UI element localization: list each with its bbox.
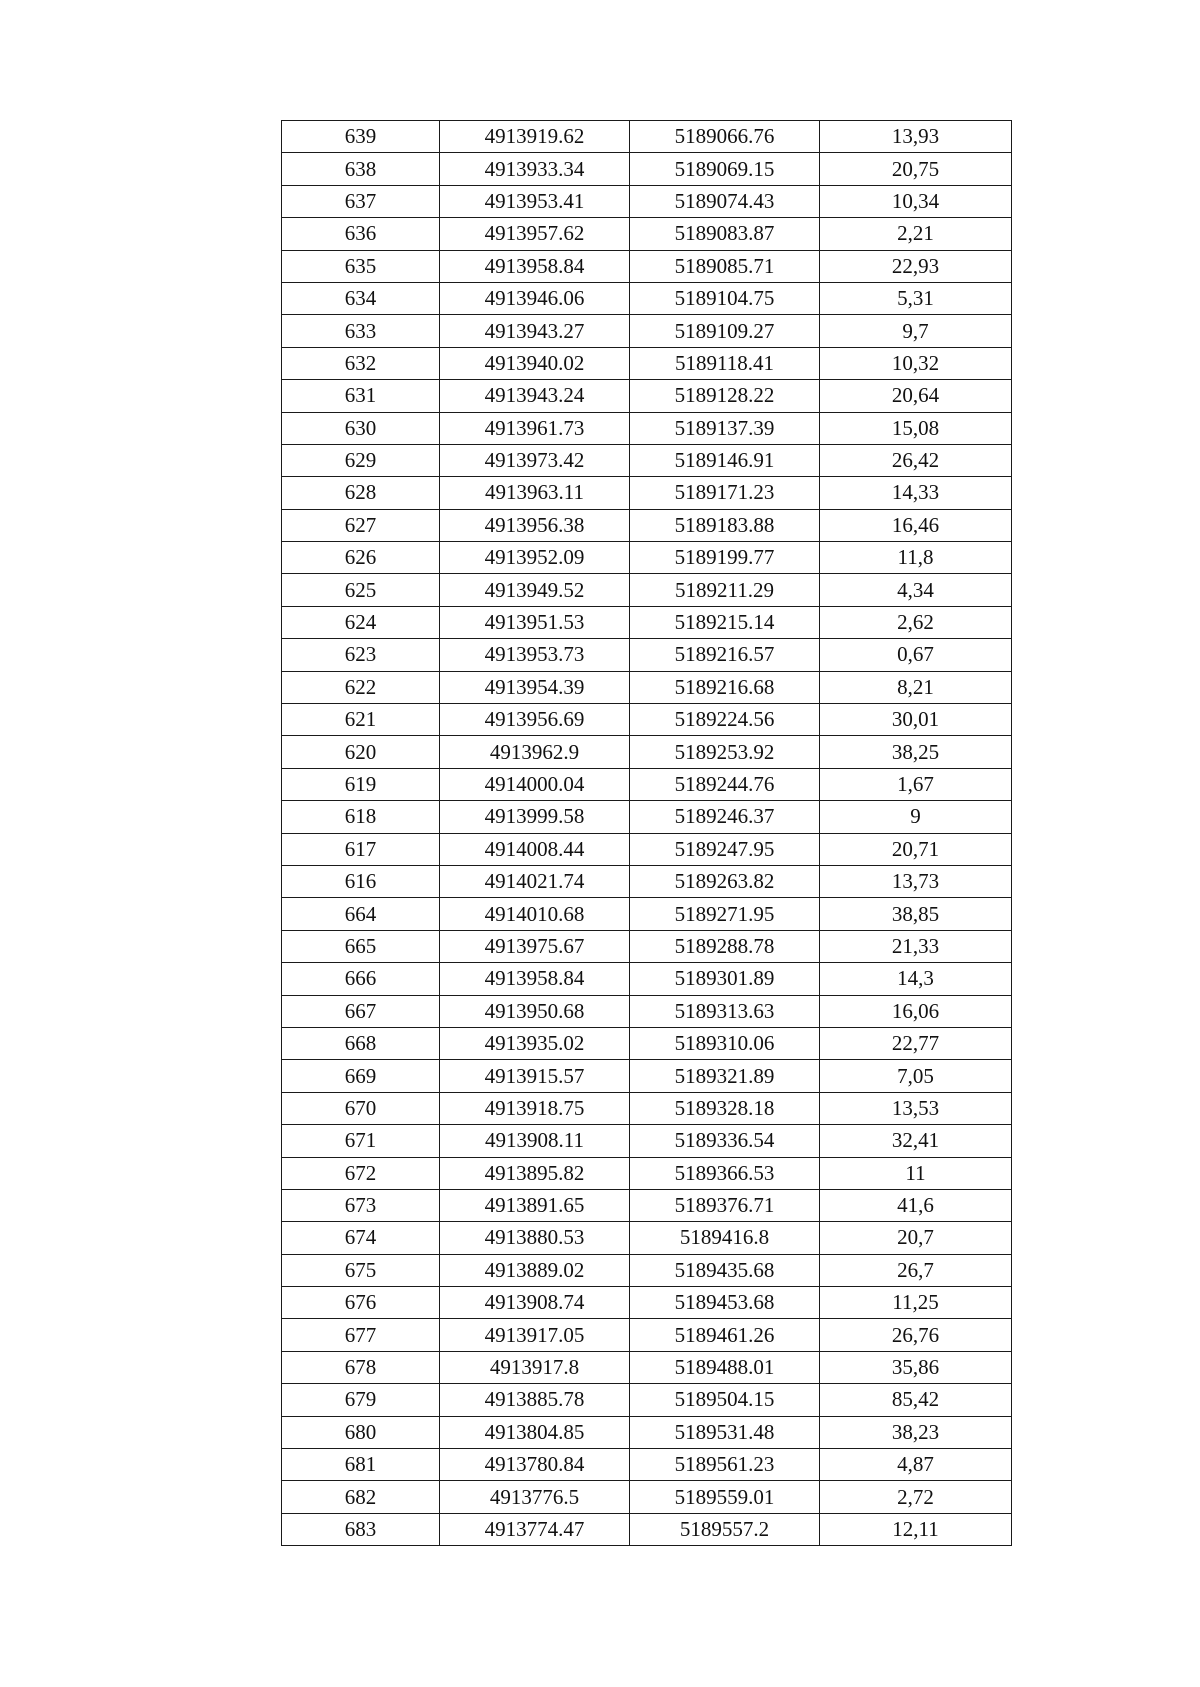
- table-row: [282, 963, 1012, 995]
- distance-cell: 41,6: [820, 1189, 1012, 1221]
- y-coordinate-cell: 5189366.53: [630, 1157, 820, 1189]
- y-coordinate-cell: 5189416.8: [630, 1222, 820, 1254]
- y-coordinate-cell: 5189118.41: [630, 347, 820, 379]
- distance-cell: 20,7: [820, 1222, 1012, 1254]
- x-coordinate-cell: 4913908.11: [440, 1125, 630, 1157]
- point-number-cell: 632: [282, 347, 440, 379]
- distance-cell: 21,33: [820, 930, 1012, 962]
- distance-cell: 14,33: [820, 477, 1012, 509]
- distance-cell: 13,73: [820, 865, 1012, 897]
- point-number-cell: 668: [282, 1027, 440, 1059]
- point-number-cell: 629: [282, 444, 440, 476]
- table-row: [282, 218, 1012, 250]
- y-coordinate-cell: 5189376.71: [630, 1189, 820, 1221]
- x-coordinate-cell: 4914008.44: [440, 833, 630, 865]
- y-coordinate-cell: 5189328.18: [630, 1092, 820, 1124]
- x-coordinate-cell: 4913889.02: [440, 1254, 630, 1286]
- x-coordinate-cell: 4913973.42: [440, 444, 630, 476]
- coordinates-table: [281, 120, 1012, 1546]
- x-coordinate-cell: 4913895.82: [440, 1157, 630, 1189]
- distance-cell: 10,34: [820, 185, 1012, 217]
- table-row: [282, 1449, 1012, 1481]
- table-row: [282, 347, 1012, 379]
- x-coordinate-cell: 4913962.9: [440, 736, 630, 768]
- distance-cell: 13,53: [820, 1092, 1012, 1124]
- point-number-cell: 618: [282, 801, 440, 833]
- y-coordinate-cell: 5189224.56: [630, 704, 820, 736]
- table-row: [282, 412, 1012, 444]
- distance-cell: 26,76: [820, 1319, 1012, 1351]
- point-number-cell: 636: [282, 218, 440, 250]
- point-number-cell: 633: [282, 315, 440, 347]
- y-coordinate-cell: 5189557.2: [630, 1513, 820, 1545]
- table-row: [282, 833, 1012, 865]
- table-row: [282, 1481, 1012, 1513]
- table-row: [282, 153, 1012, 185]
- table-row: [282, 1027, 1012, 1059]
- point-number-cell: 675: [282, 1254, 440, 1286]
- point-number-cell: 680: [282, 1416, 440, 1448]
- y-coordinate-cell: 5189128.22: [630, 380, 820, 412]
- point-number-cell: 678: [282, 1351, 440, 1383]
- x-coordinate-cell: 4913963.11: [440, 477, 630, 509]
- y-coordinate-cell: 5189085.71: [630, 250, 820, 282]
- table-row: [282, 542, 1012, 574]
- y-coordinate-cell: 5189211.29: [630, 574, 820, 606]
- point-number-cell: 638: [282, 153, 440, 185]
- point-number-cell: 626: [282, 542, 440, 574]
- x-coordinate-cell: 4913953.41: [440, 185, 630, 217]
- table-row: [282, 185, 1012, 217]
- table-row: [282, 1416, 1012, 1448]
- table-row: [282, 1222, 1012, 1254]
- point-number-cell: 676: [282, 1287, 440, 1319]
- distance-cell: 20,71: [820, 833, 1012, 865]
- point-number-cell: 621: [282, 704, 440, 736]
- table-row: [282, 898, 1012, 930]
- x-coordinate-cell: 4913957.62: [440, 218, 630, 250]
- table-row: [282, 250, 1012, 282]
- point-number-cell: 623: [282, 639, 440, 671]
- point-number-cell: 627: [282, 509, 440, 541]
- point-number-cell: 617: [282, 833, 440, 865]
- point-number-cell: 683: [282, 1513, 440, 1545]
- x-coordinate-cell: 4913918.75: [440, 1092, 630, 1124]
- point-number-cell: 667: [282, 995, 440, 1027]
- point-number-cell: 672: [282, 1157, 440, 1189]
- table-row: [282, 865, 1012, 897]
- x-coordinate-cell: 4913949.52: [440, 574, 630, 606]
- y-coordinate-cell: 5189109.27: [630, 315, 820, 347]
- x-coordinate-cell: 4913804.85: [440, 1416, 630, 1448]
- distance-cell: 22,77: [820, 1027, 1012, 1059]
- table-row: [282, 509, 1012, 541]
- table-row: [282, 1513, 1012, 1545]
- distance-cell: 30,01: [820, 704, 1012, 736]
- x-coordinate-cell: 4913958.84: [440, 250, 630, 282]
- y-coordinate-cell: 5189301.89: [630, 963, 820, 995]
- point-number-cell: 679: [282, 1384, 440, 1416]
- y-coordinate-cell: 5189288.78: [630, 930, 820, 962]
- y-coordinate-cell: 5189559.01: [630, 1481, 820, 1513]
- point-number-cell: 625: [282, 574, 440, 606]
- y-coordinate-cell: 5189171.23: [630, 477, 820, 509]
- point-number-cell: 681: [282, 1449, 440, 1481]
- y-coordinate-cell: 5189310.06: [630, 1027, 820, 1059]
- point-number-cell: 639: [282, 121, 440, 153]
- distance-cell: 7,05: [820, 1060, 1012, 1092]
- x-coordinate-cell: 4913917.05: [440, 1319, 630, 1351]
- table-row: [282, 768, 1012, 800]
- distance-cell: 14,3: [820, 963, 1012, 995]
- point-number-cell: 670: [282, 1092, 440, 1124]
- y-coordinate-cell: 5189488.01: [630, 1351, 820, 1383]
- point-number-cell: 674: [282, 1222, 440, 1254]
- x-coordinate-cell: 4913943.24: [440, 380, 630, 412]
- distance-cell: 16,06: [820, 995, 1012, 1027]
- x-coordinate-cell: 4913933.34: [440, 153, 630, 185]
- y-coordinate-cell: 5189069.15: [630, 153, 820, 185]
- y-coordinate-cell: 5189074.43: [630, 185, 820, 217]
- distance-cell: 20,75: [820, 153, 1012, 185]
- table-row: [282, 1254, 1012, 1286]
- x-coordinate-cell: 4914000.04: [440, 768, 630, 800]
- point-number-cell: 682: [282, 1481, 440, 1513]
- distance-cell: 22,93: [820, 250, 1012, 282]
- point-number-cell: 634: [282, 282, 440, 314]
- y-coordinate-cell: 5189253.92: [630, 736, 820, 768]
- table-row: [282, 995, 1012, 1027]
- x-coordinate-cell: 4913935.02: [440, 1027, 630, 1059]
- x-coordinate-cell: 4913885.78: [440, 1384, 630, 1416]
- point-number-cell: 637: [282, 185, 440, 217]
- distance-cell: 2,21: [820, 218, 1012, 250]
- y-coordinate-cell: 5189083.87: [630, 218, 820, 250]
- distance-cell: 11,25: [820, 1287, 1012, 1319]
- distance-cell: 9: [820, 801, 1012, 833]
- y-coordinate-cell: 5189244.76: [630, 768, 820, 800]
- x-coordinate-cell: 4913915.57: [440, 1060, 630, 1092]
- y-coordinate-cell: 5189199.77: [630, 542, 820, 574]
- distance-cell: 85,42: [820, 1384, 1012, 1416]
- point-number-cell: 673: [282, 1189, 440, 1221]
- x-coordinate-cell: 4913951.53: [440, 606, 630, 638]
- distance-cell: 5,31: [820, 282, 1012, 314]
- y-coordinate-cell: 5189435.68: [630, 1254, 820, 1286]
- point-number-cell: 635: [282, 250, 440, 282]
- distance-cell: 38,85: [820, 898, 1012, 930]
- y-coordinate-cell: 5189216.57: [630, 639, 820, 671]
- x-coordinate-cell: 4913953.73: [440, 639, 630, 671]
- distance-cell: 38,25: [820, 736, 1012, 768]
- distance-cell: 2,72: [820, 1481, 1012, 1513]
- table-row: [282, 121, 1012, 153]
- y-coordinate-cell: 5189216.68: [630, 671, 820, 703]
- x-coordinate-cell: 4913919.62: [440, 121, 630, 153]
- y-coordinate-cell: 5189263.82: [630, 865, 820, 897]
- y-coordinate-cell: 5189336.54: [630, 1125, 820, 1157]
- x-coordinate-cell: 4913891.65: [440, 1189, 630, 1221]
- y-coordinate-cell: 5189313.63: [630, 995, 820, 1027]
- distance-cell: 13,93: [820, 121, 1012, 153]
- y-coordinate-cell: 5189461.26: [630, 1319, 820, 1351]
- x-coordinate-cell: 4913956.38: [440, 509, 630, 541]
- distance-cell: 20,64: [820, 380, 1012, 412]
- distance-cell: 32,41: [820, 1125, 1012, 1157]
- x-coordinate-cell: 4913940.02: [440, 347, 630, 379]
- x-coordinate-cell: 4913946.06: [440, 282, 630, 314]
- y-coordinate-cell: 5189146.91: [630, 444, 820, 476]
- point-number-cell: 630: [282, 412, 440, 444]
- y-coordinate-cell: 5189531.48: [630, 1416, 820, 1448]
- y-coordinate-cell: 5189247.95: [630, 833, 820, 865]
- distance-cell: 15,08: [820, 412, 1012, 444]
- distance-cell: 4,87: [820, 1449, 1012, 1481]
- x-coordinate-cell: 4913950.68: [440, 995, 630, 1027]
- y-coordinate-cell: 5189066.76: [630, 121, 820, 153]
- table-row: [282, 574, 1012, 606]
- x-coordinate-cell: 4913956.69: [440, 704, 630, 736]
- table-row: [282, 704, 1012, 736]
- x-coordinate-cell: 4913943.27: [440, 315, 630, 347]
- distance-cell: 9,7: [820, 315, 1012, 347]
- distance-cell: 35,86: [820, 1351, 1012, 1383]
- distance-cell: 10,32: [820, 347, 1012, 379]
- distance-cell: 2,62: [820, 606, 1012, 638]
- x-coordinate-cell: 4913952.09: [440, 542, 630, 574]
- x-coordinate-cell: 4913954.39: [440, 671, 630, 703]
- point-number-cell: 677: [282, 1319, 440, 1351]
- y-coordinate-cell: 5189453.68: [630, 1287, 820, 1319]
- table-row: [282, 1384, 1012, 1416]
- table-row: [282, 315, 1012, 347]
- point-number-cell: 631: [282, 380, 440, 412]
- table-row: [282, 282, 1012, 314]
- coordinates-table-body: [282, 121, 1012, 1546]
- distance-cell: 12,11: [820, 1513, 1012, 1545]
- distance-cell: 8,21: [820, 671, 1012, 703]
- point-number-cell: 619: [282, 768, 440, 800]
- point-number-cell: 628: [282, 477, 440, 509]
- table-row: [282, 606, 1012, 638]
- x-coordinate-cell: 4913780.84: [440, 1449, 630, 1481]
- distance-cell: 0,67: [820, 639, 1012, 671]
- x-coordinate-cell: 4913958.84: [440, 963, 630, 995]
- distance-cell: 16,46: [820, 509, 1012, 541]
- point-number-cell: 666: [282, 963, 440, 995]
- y-coordinate-cell: 5189561.23: [630, 1449, 820, 1481]
- x-coordinate-cell: 4913880.53: [440, 1222, 630, 1254]
- point-number-cell: 624: [282, 606, 440, 638]
- distance-cell: 26,7: [820, 1254, 1012, 1286]
- table-row: [282, 639, 1012, 671]
- y-coordinate-cell: 5189137.39: [630, 412, 820, 444]
- table-row: [282, 1319, 1012, 1351]
- x-coordinate-cell: 4913774.47: [440, 1513, 630, 1545]
- x-coordinate-cell: 4914010.68: [440, 898, 630, 930]
- table-row: [282, 1092, 1012, 1124]
- y-coordinate-cell: 5189104.75: [630, 282, 820, 314]
- distance-cell: 11: [820, 1157, 1012, 1189]
- table-row: [282, 1125, 1012, 1157]
- table-row: [282, 801, 1012, 833]
- table-row: [282, 736, 1012, 768]
- table-row: [282, 1157, 1012, 1189]
- distance-cell: 26,42: [820, 444, 1012, 476]
- table-row: [282, 380, 1012, 412]
- x-coordinate-cell: 4913975.67: [440, 930, 630, 962]
- distance-cell: 4,34: [820, 574, 1012, 606]
- x-coordinate-cell: 4913908.74: [440, 1287, 630, 1319]
- point-number-cell: 665: [282, 930, 440, 962]
- table-row: [282, 477, 1012, 509]
- distance-cell: 38,23: [820, 1416, 1012, 1448]
- y-coordinate-cell: 5189271.95: [630, 898, 820, 930]
- y-coordinate-cell: 5189321.89: [630, 1060, 820, 1092]
- y-coordinate-cell: 5189246.37: [630, 801, 820, 833]
- table-row: [282, 444, 1012, 476]
- x-coordinate-cell: 4913961.73: [440, 412, 630, 444]
- distance-cell: 1,67: [820, 768, 1012, 800]
- x-coordinate-cell: 4913917.8: [440, 1351, 630, 1383]
- y-coordinate-cell: 5189504.15: [630, 1384, 820, 1416]
- x-coordinate-cell: 4914021.74: [440, 865, 630, 897]
- table-row: [282, 930, 1012, 962]
- point-number-cell: 616: [282, 865, 440, 897]
- y-coordinate-cell: 5189183.88: [630, 509, 820, 541]
- point-number-cell: 669: [282, 1060, 440, 1092]
- y-coordinate-cell: 5189215.14: [630, 606, 820, 638]
- point-number-cell: 620: [282, 736, 440, 768]
- x-coordinate-cell: 4913999.58: [440, 801, 630, 833]
- table-row: [282, 671, 1012, 703]
- point-number-cell: 664: [282, 898, 440, 930]
- distance-cell: 11,8: [820, 542, 1012, 574]
- x-coordinate-cell: 4913776.5: [440, 1481, 630, 1513]
- table-row: [282, 1351, 1012, 1383]
- table-row: [282, 1189, 1012, 1221]
- table-row: [282, 1060, 1012, 1092]
- point-number-cell: 622: [282, 671, 440, 703]
- table-row: [282, 1287, 1012, 1319]
- point-number-cell: 671: [282, 1125, 440, 1157]
